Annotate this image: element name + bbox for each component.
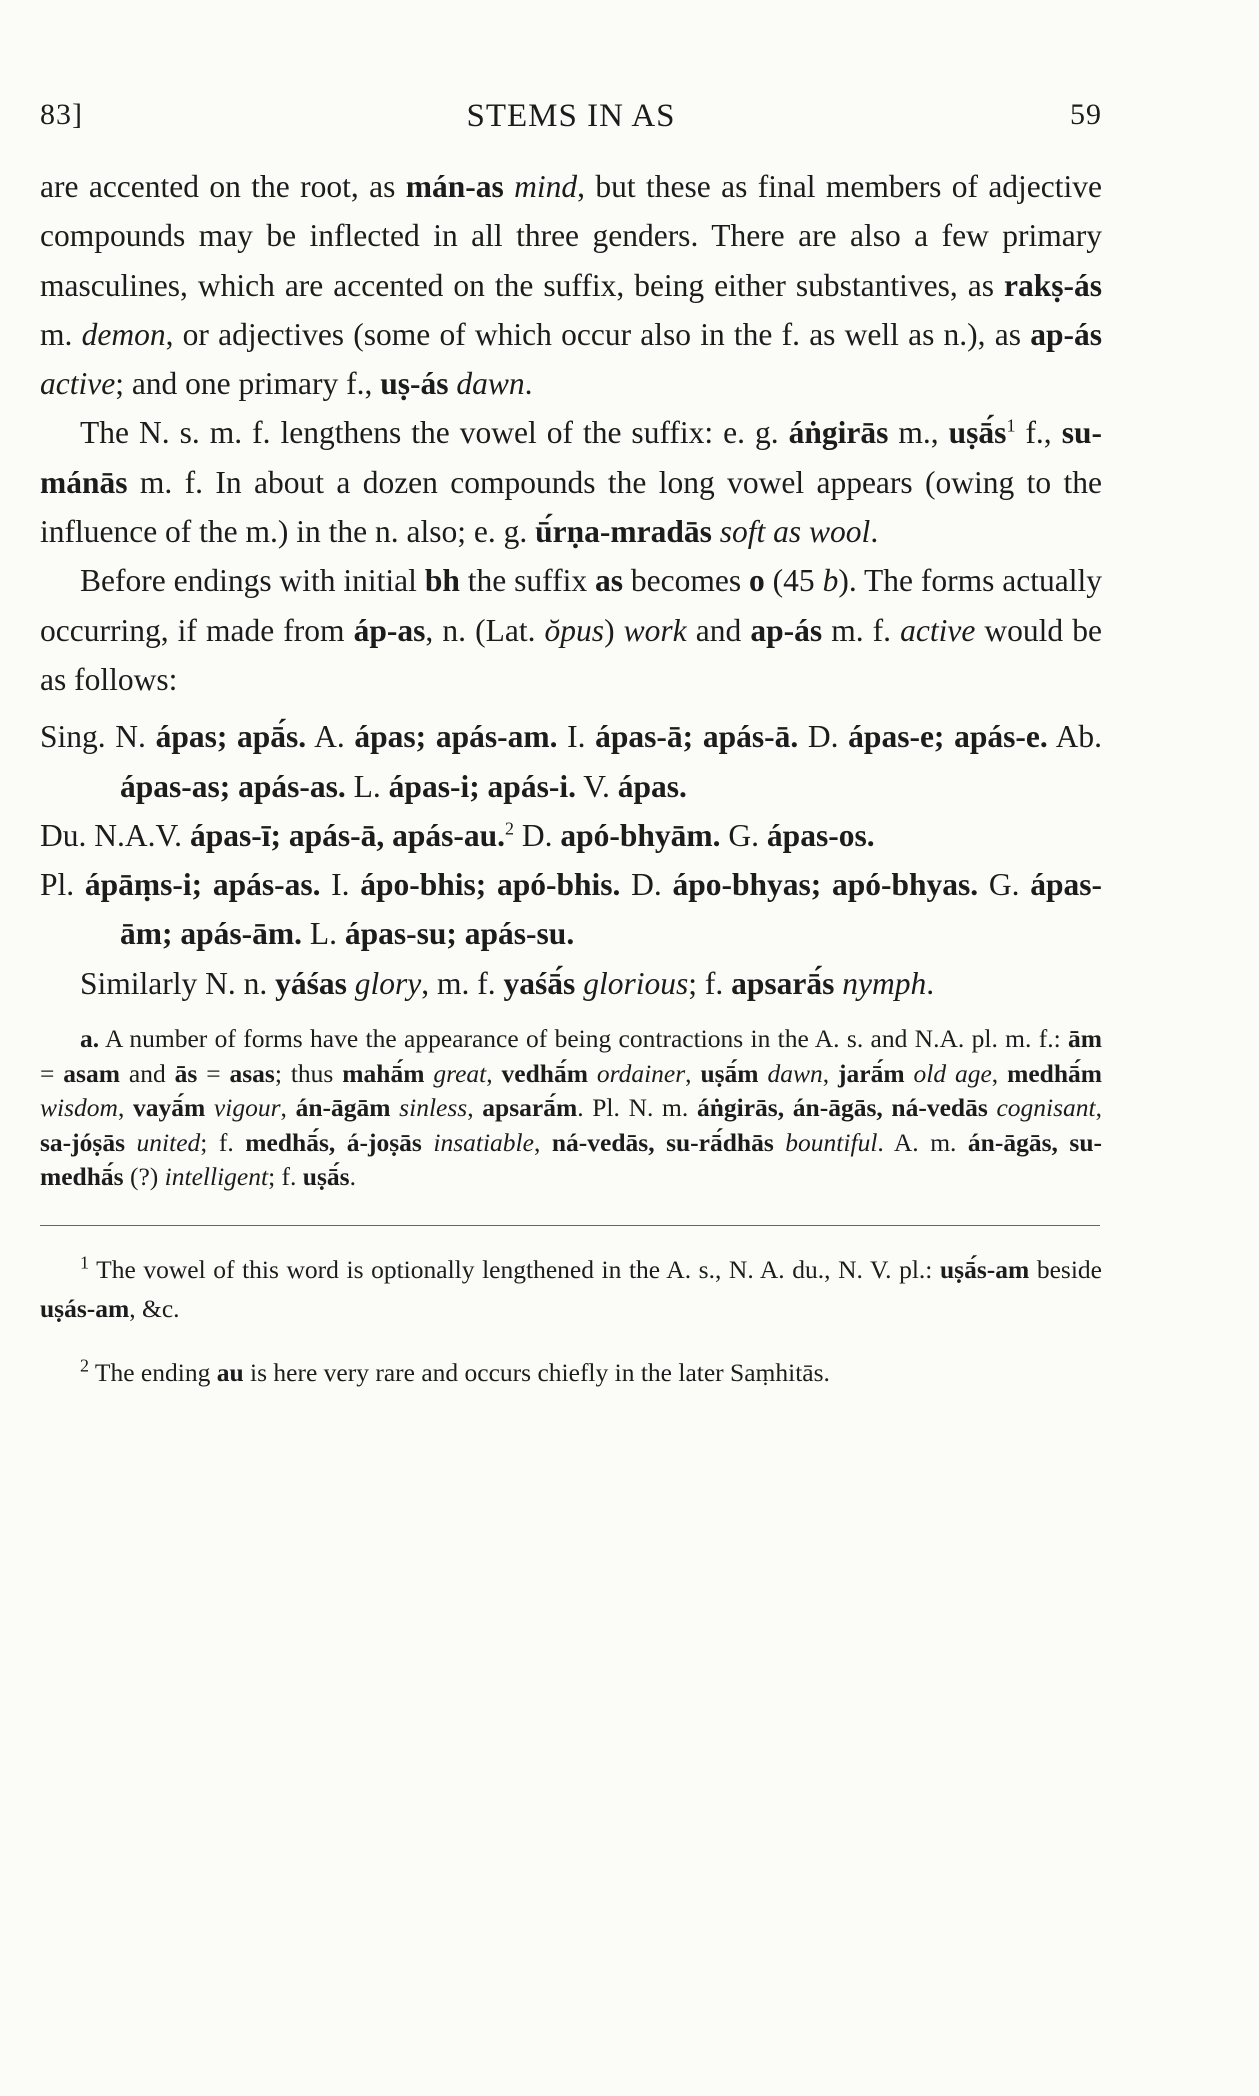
footnote-ref-1: 1 bbox=[1006, 415, 1016, 436]
paragraph-similarly: Similarly N. n. yáśas glory, m. f. yaśā́s glorious; f. apsarā́s nymph. bbox=[80, 965, 935, 1001]
section-number: 83] bbox=[40, 98, 83, 131]
paradigm-plural: Pl. ápāṃs-i; apás-as. I. ápo-bhis; apó-bhis. D. ápo-bhyas; apó-bhyas. G. ápas-ām; apás-ām. L. ápas-su; apás-su. bbox=[40, 867, 1102, 952]
running-header bbox=[40, 90, 1102, 140]
paragraph-3: Before endings with initial bh the suffix as becomes o (45 b). The forms actually occurring, if made from áp-as, n. (Lat. ŏpus) work and ap-ás m. f. active would be as follows: bbox=[40, 563, 1103, 697]
note-a: a. A number of forms have the appearance of being contractions in the A. s. and N.A. pl. m. f.: ām = asam and ās = asas; thus mahā́m great, vedhā́m ordainer, uṣā́m dawn, jarā́m old age, medhā́m wisdom, vayā́m vigour, án-āgām sinless, apsarā́m. Pl. N. m. áṅgirās, án-āgās, ná-vedās cognisant, sa-jóṣās united; f. medhā́s, á-joṣās insatiable, ná-vedās, su-rā́dhās bountiful. A. m. án-āgās, su-medhā́s (?) intelligent; f. uṣā́s. bbox=[40, 1024, 1103, 1192]
page-title: STEMS IN AS bbox=[466, 98, 676, 134]
main-text bbox=[40, 162, 1102, 1008]
footnote-divider bbox=[40, 1225, 1100, 1226]
footnote-2: $^2$ The ending au is here very rare and occurs chiefly in the later Saṃhitās. bbox=[80, 1355, 830, 1387]
footnote-ref-2: 2 bbox=[505, 818, 514, 839]
paragraph-1: are accented on the root, as mán-as mind, but these as final members of adjective compounds may be inflected in all three genders. There are also a few primary masculines, which are accented on the suffix, being either substantives, as rakṣ-ás m. demon, or adjectives (some of which occur also in the f. as well as n.), as ap-ás active; and one primary f., uṣ-ás dawn. bbox=[40, 169, 1103, 402]
paradigm-singular: Sing. N. ápas; apā́s. A. ápas; apás-am. I. ápas-ā; apás-ā. D. ápas-e; apás-e. Ab. ápas-as; apás-as. L. ápas-i; apás-i. V. ápas. bbox=[40, 719, 1102, 804]
page bbox=[40, 90, 1102, 1418]
footnote-1: $^1$ The vowel of this word is optionally lengthened in the A. s., N. A. du., N. V. pl.: uṣā́s-am beside uṣás-am, &c. bbox=[40, 1252, 1102, 1323]
paradigm-dual: Du. N.A.V. ápas-ī; apás-ā, apás-au.$^2$ D. apó-bhyām. G. ápas-os. bbox=[40, 817, 875, 853]
page-number: 59 bbox=[1070, 98, 1102, 131]
paragraph-2: The N. s. m. f. lengthens the vowel of the suffix: e. g. áṅgirās m., $uṣā́s^1$ f., su-mánās m. f. In about a dozen compounds the long vowel appears (owing to the influence of the m.) in the n. also; e. g. ū́rṇa-mradās soft as wool. bbox=[40, 415, 1102, 550]
